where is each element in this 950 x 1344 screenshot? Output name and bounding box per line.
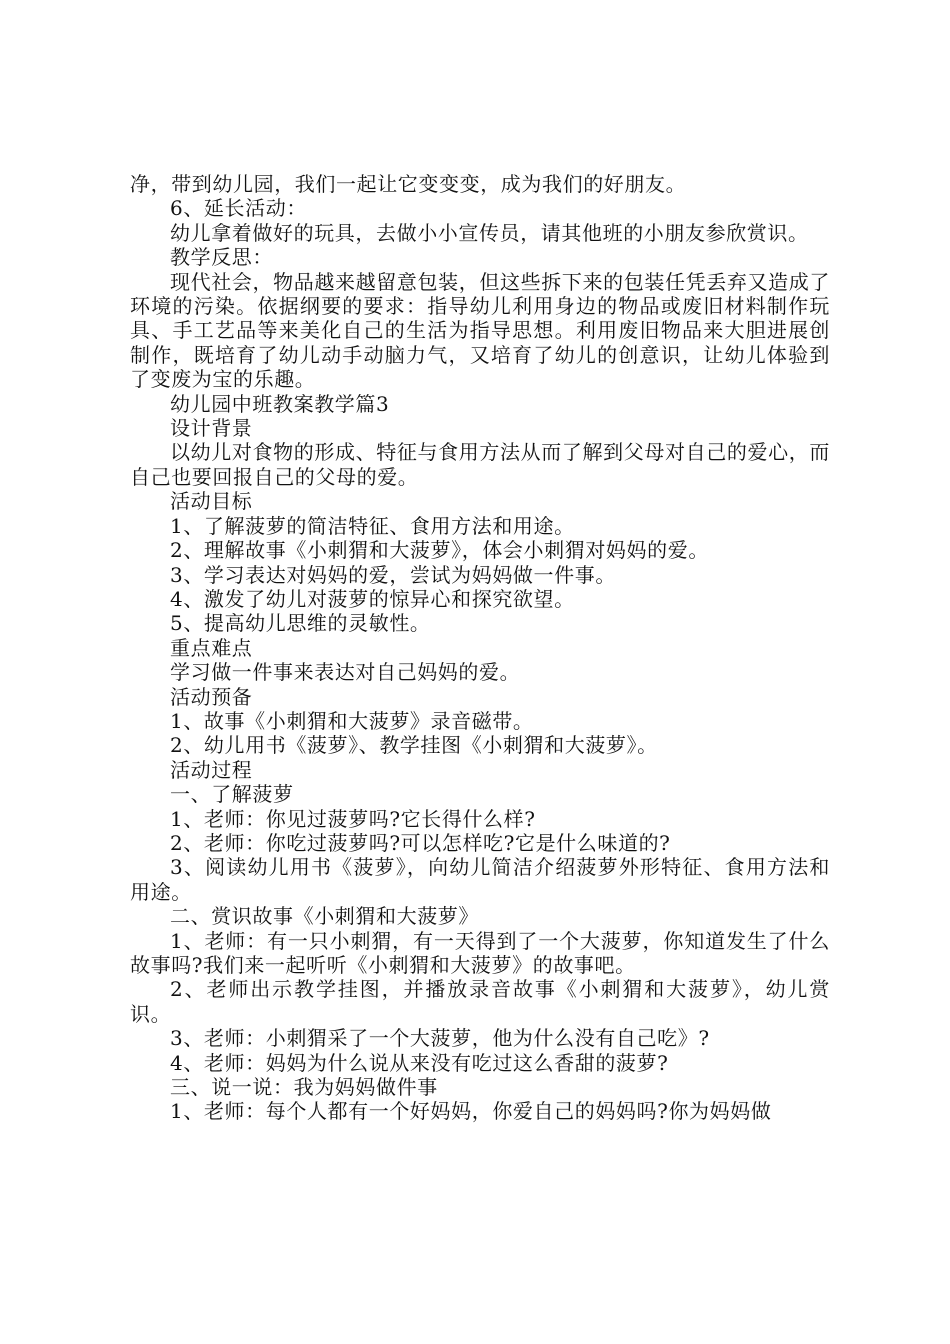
section-heading: 重点难点 [170,635,253,660]
list-item: 3、阅读幼儿用书《菠萝》，向幼儿简洁介绍菠萝外形特征、食用方法和用途。 [130,855,830,904]
section-heading: 幼儿园中班教案教学篇3 [170,391,390,416]
paragraph: 净，带到幼儿园，我们一起让它变变变，成为我们的好朋友。 [130,172,687,196]
section-heading: 活动预备 [170,684,253,709]
section-heading: 活动目标 [170,489,253,514]
subsection-heading: 二、赏识故事《小刺猬和大菠萝》 [170,904,479,929]
subsection-heading: 三、说一说：我为妈妈做件事 [170,1075,438,1100]
list-item: 1、老师：每个人都有一个好妈妈，你爱自己的妈妈吗?你为妈妈做 [170,1099,772,1124]
list-item: 2、幼儿用书《菠萝》、教学挂图《小刺猬和大菠萝》。 [170,733,658,758]
list-item: 1、故事《小刺猬和大菠萝》录音磁带。 [170,708,534,733]
document-body [130,172,830,1124]
list-item: 3、学习表达对妈妈的爱，尝试为妈妈做一件事。 [170,562,616,587]
paragraph: 学习做一件事来表达对自己妈妈的爱。 [170,660,521,685]
list-item: 4、激发了幼儿对菠萝的惊异心和探究欲望。 [170,586,575,611]
subsection-heading: 一、了解菠萝 [170,782,294,807]
paragraph: 现代社会，物品越来越留意包装，但这些拆下来的包装任凭丢弃又造成了环境的污染。依据纲要的要求：指导幼儿利用身边的物品或废旧材料制作玩具、手工艺品等来美化自己的生活为指导思想。利用废旧物品来大胆进展创制作，既培育了幼儿动手动脑力气，又培育了幼儿的创意识，让幼儿体验到了变废为宝的乐趣。 [130,269,830,392]
list-item: 1、了解菠萝的简洁特征、食用方法和用途。 [170,513,575,538]
list-item: 5、提高幼儿思维的灵敏性。 [170,611,431,636]
paragraph: 幼儿拿着做好的玩具，去做小小宣传员，请其他班的小朋友参欣赏识。 [170,220,809,245]
list-item: 2、老师：你吃过菠萝吗?可以怎样吃?它是什么味道的? [170,830,671,855]
paragraph: 以幼儿对食物的形成、特征与食用方法从而了解到父母对自己的爱心，而自己也要回报自己的父母的爱。 [130,440,830,489]
list-item: 3、老师：小刺猬采了一个大菠萝，他为什么没有自己吃》? [170,1026,710,1051]
section-heading: 活动过程 [170,757,253,782]
list-item: 4、老师：妈妈为什么说从来没有吃过这么香甜的菠萝? [170,1050,669,1075]
list-item: 2、老师出示教学挂图，并播放录音故事《小刺猬和大菠萝》，幼儿赏识。 [130,977,830,1026]
paragraph: 6、延长活动： [170,196,307,221]
list-item: 2、理解故事《小刺猬和大菠萝》，体会小刺猬对妈妈的爱。 [170,538,709,563]
list-item: 1、老师：有一只小刺猬，有一天得到了一个大菠萝，你知道发生了什么故事吗?我们来一起听听《小刺猬和大菠萝》的故事吧。 [130,928,830,977]
section-heading: 教学反思： [170,245,273,270]
section-heading: 设计背景 [170,416,253,441]
list-item: 1、老师：你见过菠萝吗?它长得什么样? [170,806,536,831]
